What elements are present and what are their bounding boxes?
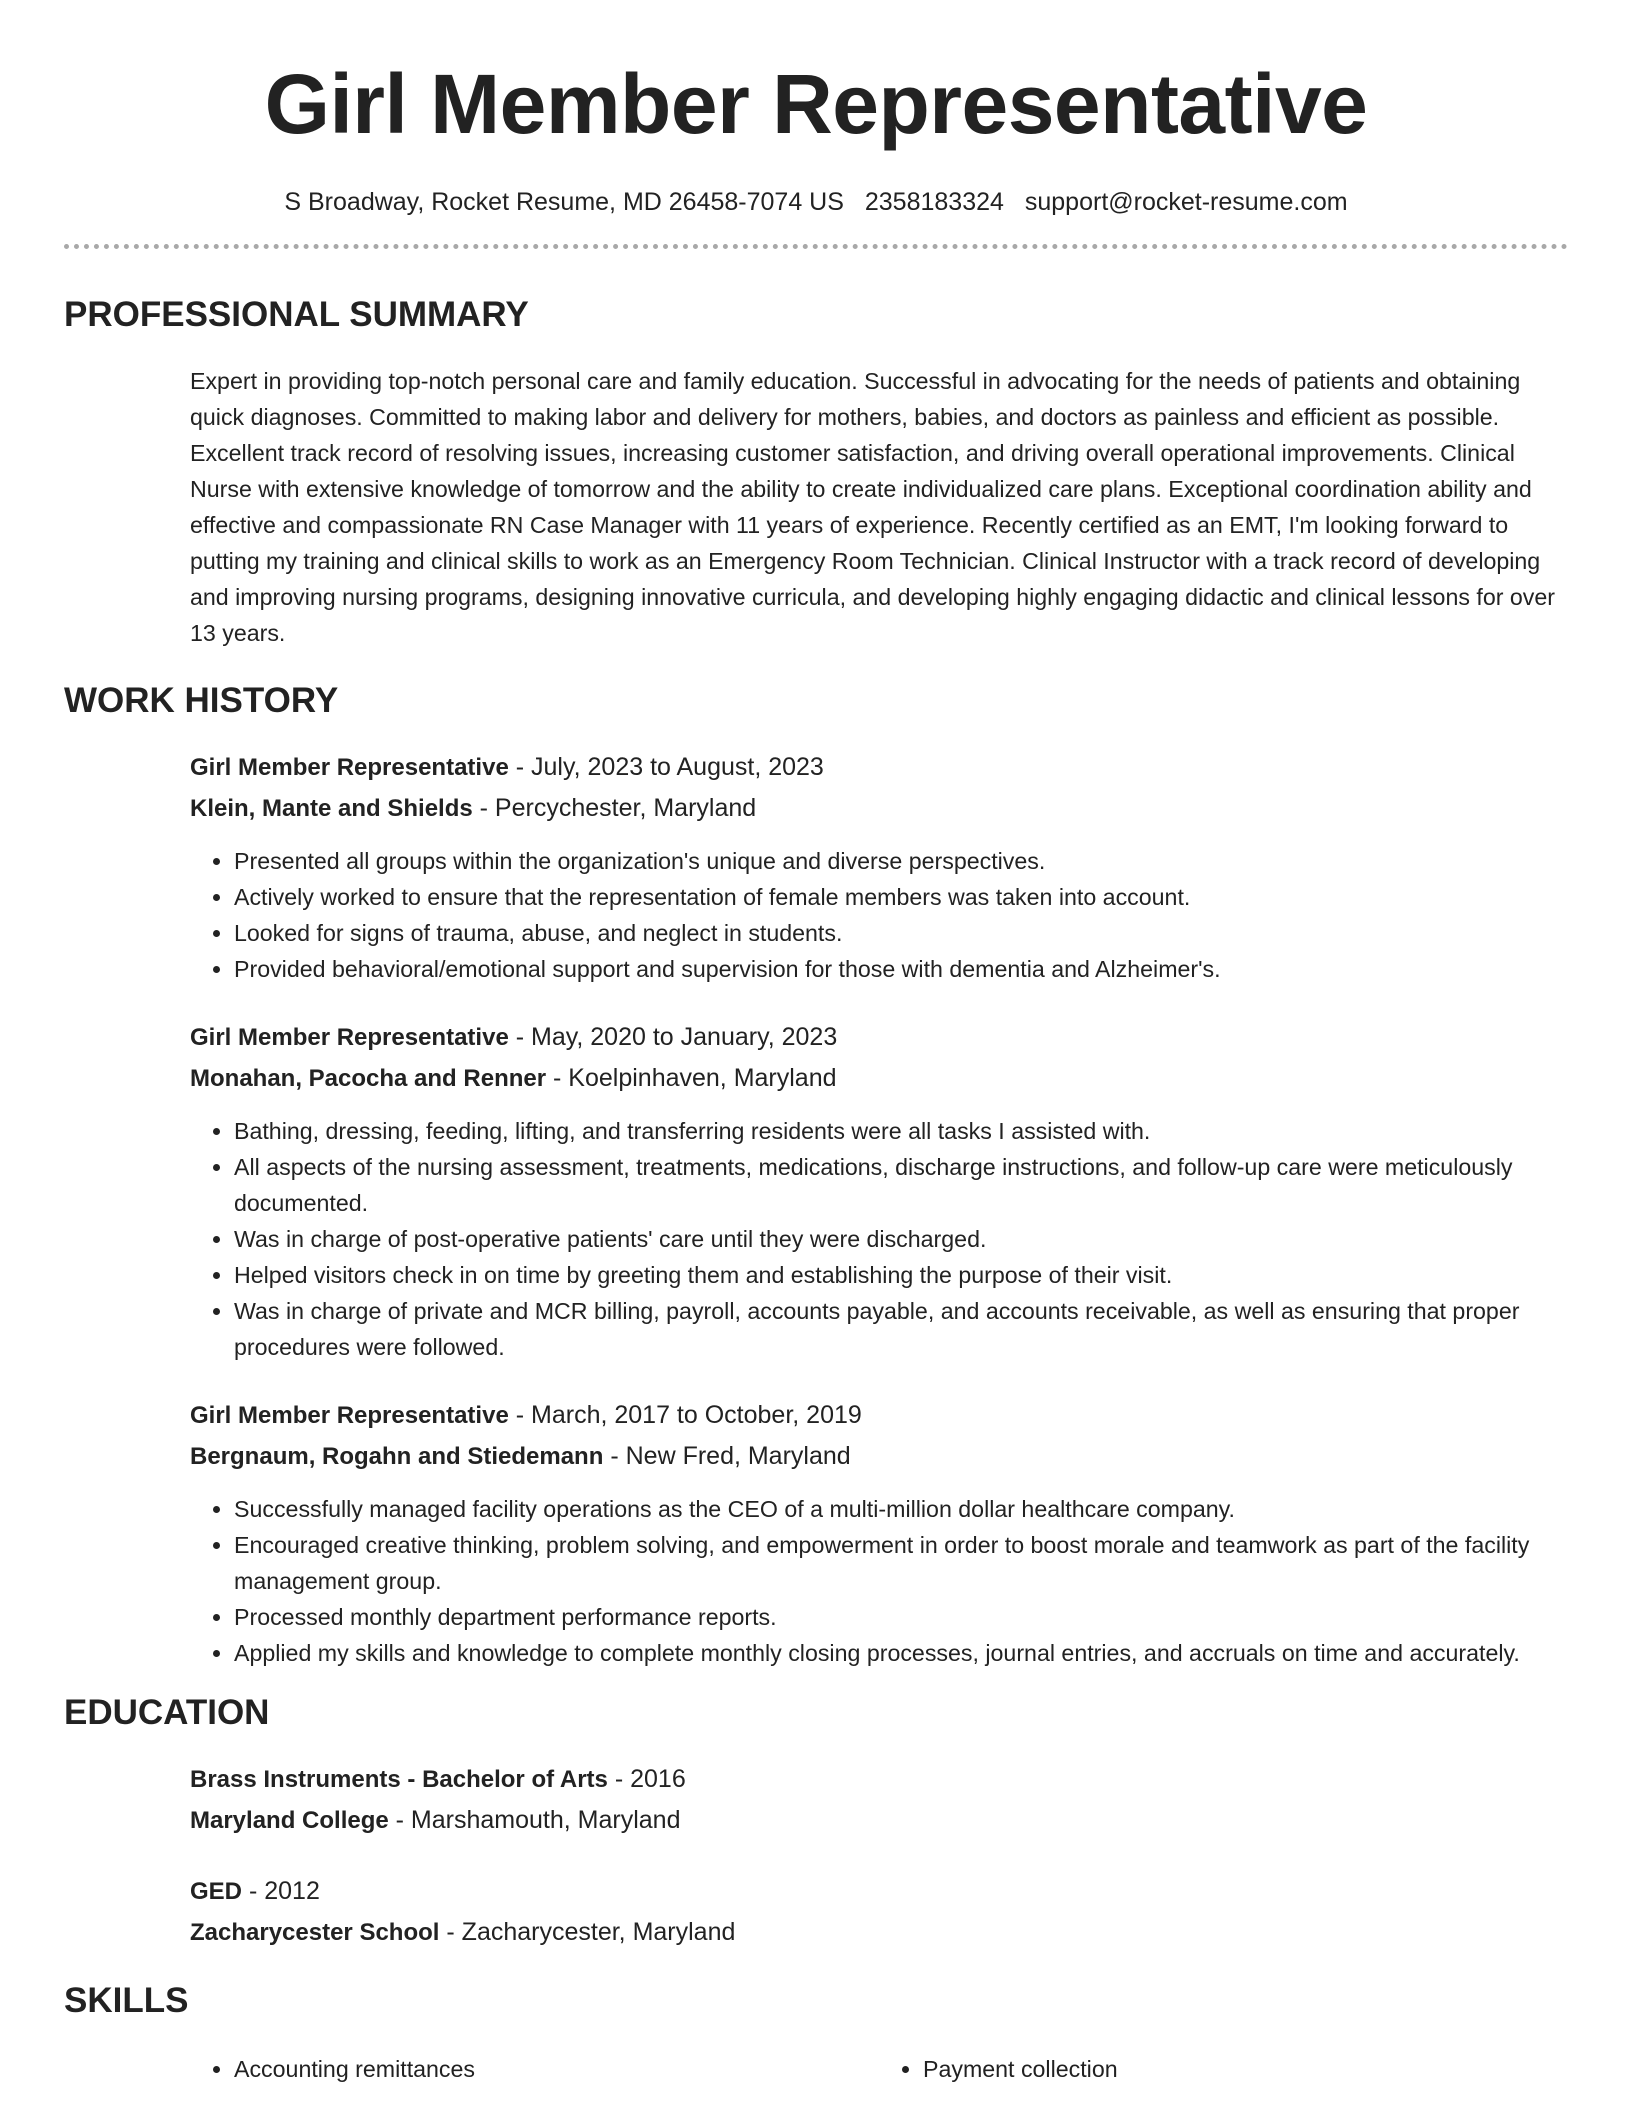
list-item: • Looked for signs of trauma, abuse, and neglect in students.: [234, 915, 1568, 951]
education-school-line: [190, 1800, 1568, 1841]
list-item: • All aspects of the nursing assessment, treatments, medications, discharge instructions, and follow-up care were meticulously documented.: [234, 1149, 1568, 1221]
contact-phone: 2358183324: [864, 188, 1004, 216]
education-degree-line: [190, 1759, 1568, 1800]
list-item: • Provided behavioral/emotional support and supervision for those with dementia and Alzheimer's.: [234, 951, 1568, 987]
education-school: Maryland College: [190, 1807, 389, 1834]
job-entry: [190, 1017, 1568, 1365]
list-item: • Presented all groups within the organization's unique and diverse perspectives.: [234, 843, 1568, 879]
job-company: Monahan, Pacocha and Renner: [190, 1065, 547, 1092]
education-heading: EDUCATION: [64, 1693, 270, 1732]
job-company-line: [190, 1436, 1568, 1477]
list-item: • Processed monthly department performance reports.: [234, 1599, 1568, 1635]
job-role: Girl Member Representative: [190, 1024, 509, 1051]
candidate-name: Girl Member Representative: [264, 57, 1368, 151]
list-item: • Successfully managed facility operations as the CEO of a multi-million dollar healthcare company.: [234, 1491, 1568, 1527]
job-role: Girl Member Representative: [190, 754, 509, 781]
job-location: - Percychester, Maryland: [472, 794, 757, 822]
education-degree-line: [190, 1871, 1568, 1912]
skills-right-column: [923, 2051, 1568, 2087]
list-item: • Helped visitors check in on time by greeting them and establishing the purpose of their visit.: [234, 1257, 1568, 1293]
job-location: - New Fred, Maryland: [603, 1442, 851, 1470]
job-location: - Koelpinhaven, Maryland: [546, 1064, 837, 1092]
job-entry: [190, 747, 1568, 987]
job-entry: [190, 1395, 1568, 1671]
education-degree: Brass Instruments - Bachelor of Arts: [190, 1766, 608, 1793]
education-year: - 2012: [242, 1877, 320, 1905]
education-entry: [190, 1759, 1568, 1841]
education-location: - Marshamouth, Maryland: [388, 1806, 681, 1834]
list-item: • Payment collection: [923, 2051, 1568, 2087]
list-item: • Actively worked to ensure that the representation of female members was taken into account.: [234, 879, 1568, 915]
list-item: • Bathing, dressing, feeding, lifting, and transferring residents were all tasks I assisted with.: [234, 1113, 1568, 1149]
job-role: Girl Member Representative: [190, 1402, 509, 1429]
job-company: Bergnaum, Rogahn and Stiedemann: [190, 1443, 604, 1470]
job-title-line: [190, 747, 1568, 788]
job-dates: - May, 2020 to January, 2023: [508, 1023, 838, 1051]
education-location: - Zacharycester, Maryland: [439, 1918, 736, 1946]
list-item: • Encouraged creative thinking, problem solving, and empowerment in order to boost morale and teamwork as part of the facility management group.: [234, 1527, 1568, 1599]
list-item: • Accounting remittances: [234, 2051, 879, 2087]
education-degree: GED: [190, 1878, 243, 1905]
contact-email[interactable]: support@rocket-resume.com: [1024, 188, 1348, 216]
summary-text: Expert in providing top-notch personal care and family education. Successful in advocating for the needs of patients and obtaining quick diagnoses. Committed to making labor and delivery for mothers, babies, and doctors as painless and efficient as possible. Excellent track record of resolving issues, increasing customer satisfaction, and driving overall operational improvements. Clinical Nurse with extensive knowledge of tomorrow and the ability to create individualized care plans. Exceptional coordination ability and effective and compassionate RN Case Manager with 11 years of experience. Recently certified as an EMT, I'm looking forward to putting my training and clinical skills to work as an Emergency Room Technician. Clinical Instructor with a track record of developing and improving nursing programs, designing innovative curricula, and developing highly engaging didactic and clinical lessons for over 13 years.: [190, 368, 1555, 646]
job-bullets: [234, 1113, 1568, 1365]
header-divider: [64, 244, 1568, 249]
work-history-heading: WORK HISTORY: [64, 681, 339, 720]
job-title-line: [190, 1017, 1568, 1058]
skills-left-column: [234, 2051, 879, 2087]
skills-heading: SKILLS: [64, 1981, 189, 2020]
skills-columns: [190, 2051, 1568, 2087]
job-bullets: [234, 1491, 1568, 1671]
education-entry: [190, 1871, 1568, 1953]
education-year: - 2016: [607, 1765, 686, 1793]
job-company-line: [190, 1058, 1568, 1099]
job-bullets: [234, 843, 1568, 987]
contact-line: [64, 186, 1568, 218]
job-company-line: [190, 788, 1568, 829]
education-school: Zacharycester School: [190, 1919, 440, 1946]
list-item: • Was in charge of private and MCR billing, payroll, accounts payable, and accounts receivable, as well as ensuring that proper procedures were followed.: [234, 1293, 1568, 1365]
job-dates: - March, 2017 to October, 2019: [508, 1401, 862, 1429]
job-dates: - July, 2023 to August, 2023: [508, 753, 824, 781]
job-company: Klein, Mante and Shields: [190, 795, 473, 822]
job-title-line: [190, 1395, 1568, 1436]
list-item: • Was in charge of post-operative patients' care until they were discharged.: [234, 1221, 1568, 1257]
summary-heading: PROFESSIONAL SUMMARY: [64, 295, 529, 334]
education-school-line: [190, 1912, 1568, 1953]
contact-address: S Broadway, Rocket Resume, MD 26458-7074 US: [284, 188, 844, 216]
list-item: • Applied my skills and knowledge to complete monthly closing processes, journal entries, and accruals on time and accurately.: [234, 1635, 1568, 1671]
